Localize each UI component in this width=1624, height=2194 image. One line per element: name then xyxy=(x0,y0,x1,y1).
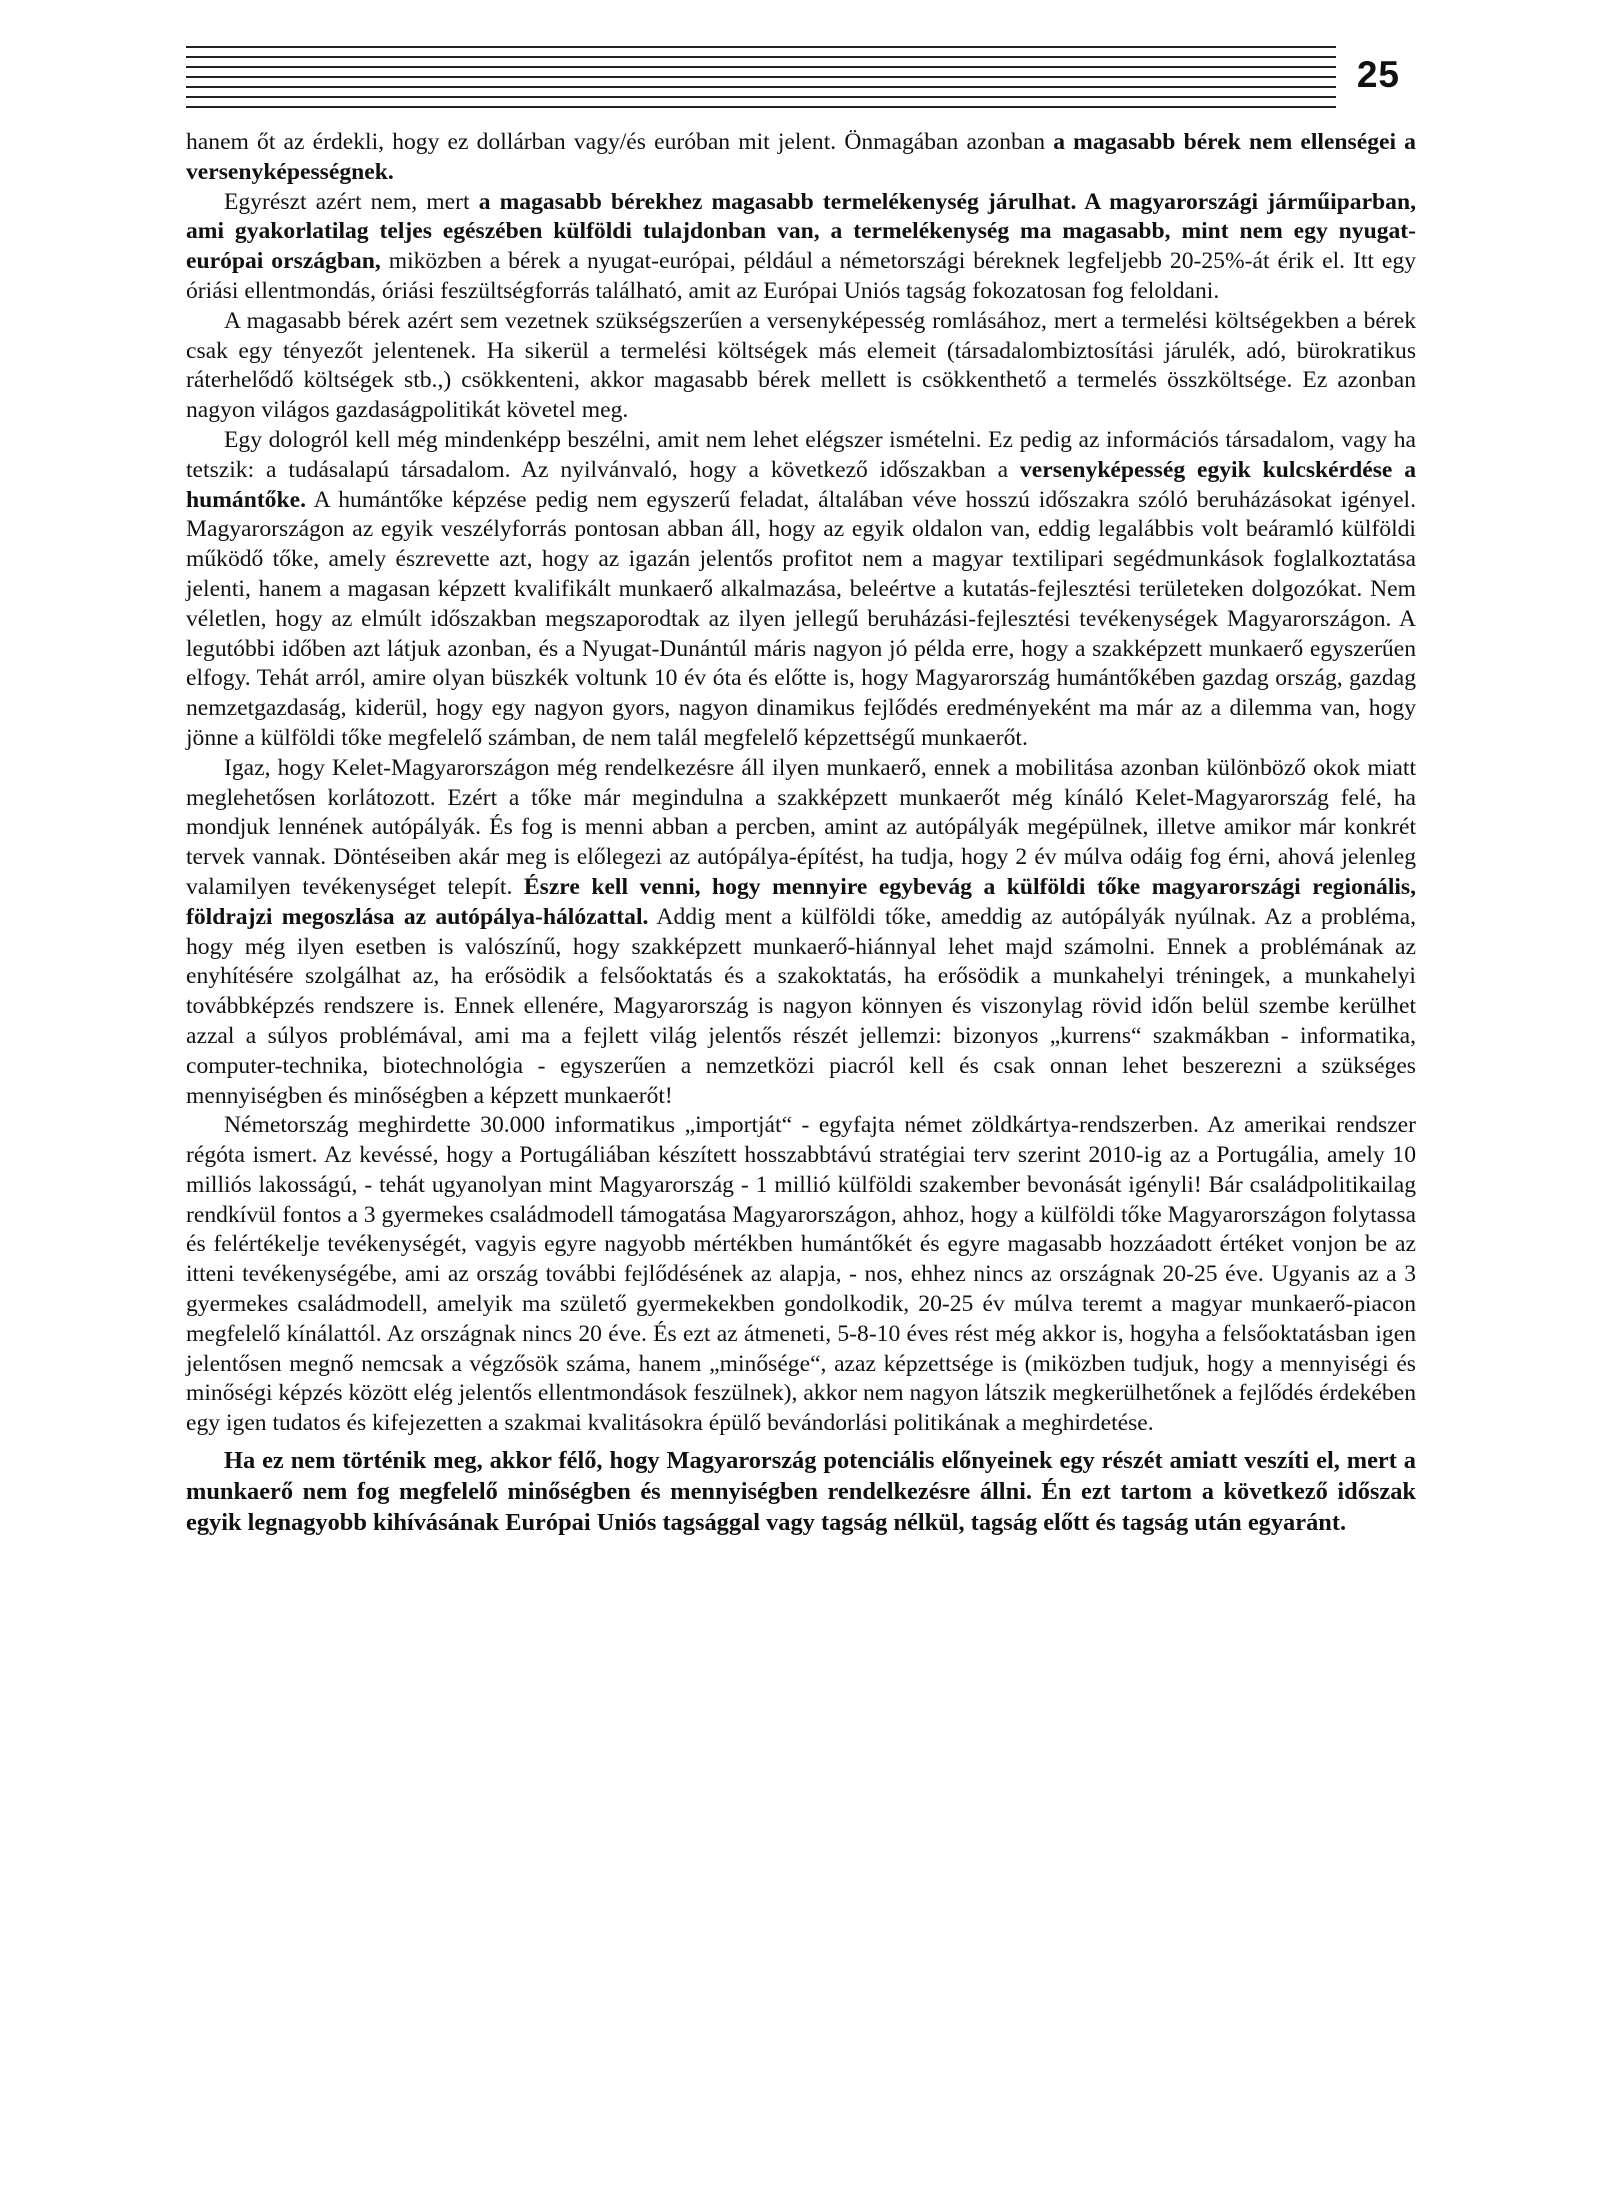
paragraph xyxy=(186,1111,1416,1439)
paragraph xyxy=(186,188,1416,307)
bold-text-run: versenyképesség egyik kulcskérdése a humántőke. xyxy=(186,456,1416,513)
paragraph xyxy=(186,426,1416,754)
text-run: Igaz, hogy Kelet-Magyarországon még rendelkezésre áll ilyen munkaerő, ennek a mobilitása azonban különböző okok miatt meglehetősen korlátozott. Ezért a tőke már megindulna a szakképzett munkaerőt még kínáló Kelet-Magyarország felé, ha mondjuk lennének autópályák. És fog is menni abban a percben, amint az autópályák megépülnek, illetve amikor már konkrét tervek vannak. Döntéseiben akár meg is előlegezi az autópálya-építést, ha tudja, hogy 2 év múlva odáig fog érni, ahová jelenleg valamilyen tevékenységet telepít. xyxy=(186,754,1416,900)
page-number: 25 xyxy=(1353,54,1404,96)
article-body xyxy=(186,128,1416,1538)
header-rule xyxy=(186,106,1336,108)
header-rule xyxy=(186,76,1336,78)
text-run: A magasabb bérek azért sem vezetnek szükségszerűen a versenyképesség romlásához, mert a termelési költségekben a bérek csak egy tényezőt jelentenek. Ha sikerül a termelési költségek más elemeit (társadalombiztosítási járulék, adó, bürokratikus ráterhelődő költségek stb.,) csökkenteni, akkor magasabb bérek mellett is csökkenthető a termelés összköltsége. Ez azonban nagyon világos gazdaságpolitikát követel meg. xyxy=(186,307,1416,424)
paragraph xyxy=(186,1445,1416,1538)
text-run: miközben a bérek a nyugat-európai, például a németországi béreknek legfeljebb 20-25%-át érik el. Itt egy óriási ellentmondás, óriási feszültségforrás található, amit az Európai Uniós tagság fokozatosan fog feloldani. xyxy=(186,248,1416,304)
paragraph xyxy=(186,128,1416,188)
page-header xyxy=(186,44,1416,110)
text-run: hanem őt az érdekli, hogy ez dollárban vagy/és euróban mit jelent. Önmagában azonban xyxy=(186,129,1054,155)
text-run: Németország meghirdette 30.000 informatikus „importját“ - egyfajta német zöldkártya-rendszerben. Az amerikai rendszer régóta ismert. Az kevéssé, hogy a Portugáliában készített hosszabbtávú stratégiai terv szerint 2010-ig az a Portugália, amely 10 milliós lakosságú, - tehát ugyanolyan mint Magyarország - 1 millió külföldi szakember bevonását igényli! Bár családpolitikailag rendkívül fontos a 3 gyermekes családmodell támogatása Magyarországon, ahhoz, hogy a külföldi tőke Magyarországon folytassa és felértékelje tevékenységét, vagyis egyre nagyobb mértékben humántőkét és egyre magasabb hozzáadott értéket vonjon be az itteni tevékenységébe, ami az ország további fejlődésének az alapja, - nos, ehhez nincs az országnak 20-25 éve. Ugyanis az a 3 gyermekes családmodell, amelyik ma születő gyermekekben gondolkodik, 20-25 év múlva teremt a magyar munkaerő-piacon megfelelő kínálattól. Az országnak nincs 20 éve. És ezt az átmeneti, 5-8-10 éves rést még akkor is, hogyha a felsőoktatásban igen jelentősen megnő nemcsak a végzősök száma, hanem „minősége“, azaz képzettsége is (miközben tudjuk, hogy a mennyiségi és minőségi képzés között elég jelentős ellentmondások feszülnek), akkor nem nagyon látszik megkerülhetőnek a fejlődés érdekében egy igen tudatos és kifejezetten a szakmai kvalitásokra épülő bevándorlási politikának a meghirdetése. xyxy=(186,1112,1416,1437)
bold-text-run: a magasabb bérek nem ellenségei a versenyképességnek. xyxy=(186,129,1416,185)
text-run: A humántőke képzése pedig nem egyszerű feladat, általában véve hosszú időszakra szóló beruházásokat igényel. Magyarországon az egyik veszélyforrás pontosan abban áll, hogy az egyik oldalon van, eddig legalábbis volt beáramló külföldi működő tőke, amely észrevette azt, hogy az igazán jelentős profitot nem a magyar textilipari segédmunkások foglalkoztatása jelenti, hanem a magasan képzett kvalifikált munkaerő alkalmazása, beleértve a kutatás-fejlesztési területeken dolgozókat. Nem véletlen, hogy az elmúlt időszakban megszaporodtak az ilyen jellegű beruházási-fejlesztési tevékenységek Magyarországon. A legutóbbi időben azt látjuk azonban, és a Nyugat-Dunántúl máris nagyon jó példa erre, hogy a szakképzett munkaerő egyszerűen elfogy. Tehát arról, amire olyan büszkék voltunk 10 év óta és előtte is, hogy Magyarország humántőkében gazdag ország, gazdag nemzetgazdaság, kiderül, hogy egy nagyon gyors, nagyon dinamikus fejlődés eredményeként ma már az a dilemma van, hogy jönne a külföldi tőke megfelelő számban, de nem talál megfelelő képzettségű munkaerőt. xyxy=(186,486,1416,751)
text-run: Addig ment a külföldi tőke, ameddig az autópályák nyúlnak. Az a probléma, hogy még ilyen esetben is valószínű, hogy szakképzett munkaerő-hiánnyal lehet majd számolni. Ennek a problémának az enyhítésére szolgálhat az, ha erősödik a felsőoktatás és a szakoktatás, ha erősödik a munkahelyi tréningek, a munkahelyi továbbképzés rendszere is. Ennek ellenére, Magyarország is nagyon könnyen és viszonylag rövid időn belül szembe kerülhet azzal a súlyos problémával, ami ma a fejlett világ jelentős részét jellemzi: bizonyos „kurrens“ szakmákban - informatika, computer-technika, biotechnológia - egyszerűen a nemzetközi piacról kell és csak onnan lehet beszerezni a szükséges mennyiségben és minőségben a képzett munkaerőt! xyxy=(186,903,1417,1109)
header-rule xyxy=(186,86,1336,88)
text-run: Egyrészt azért nem, mert xyxy=(224,188,479,215)
bold-text-run: Észre kell venni, hogy mennyire egybevág a külföldi tőke magyarországi regionális, földrajzi megoszlása az autópálya-hálózattal. xyxy=(186,873,1417,930)
header-rule xyxy=(186,56,1336,58)
bold-text-run: a magasabb bérekhez magasabb termelékenység járulhat. A magyarországi járműiparban, ami gyakorlatilag teljes egészében külföldi tulajdonban van, a termelékenység ma magasabb, mint nem egy nyugat-európai országban, xyxy=(186,188,1416,275)
bold-text-run: Ha ez nem történik meg, akkor félő, hogy Magyarország potenciális előnyeinek egy részét amiatt veszíti el, mert a munkaerő nem fog megfelelő minőségben és mennyiségben rendelkezésre állni. Én ezt tartom a következő időszak egyik legnagyobb kihívásának Európai Uniós tagsággal vagy tagság nélkül, tagság előtt és tagság után egyaránt. xyxy=(186,1447,1416,1537)
paragraph xyxy=(186,754,1416,1112)
header-rule xyxy=(186,66,1336,68)
paragraph xyxy=(186,307,1416,426)
header-rule xyxy=(186,96,1336,98)
header-rule xyxy=(186,46,1336,48)
text-run: Egy dologról kell még mindenképp beszélni, amit nem lehet elégszer ismételni. Ez pedig az információs társadalom, vagy ha tetszik: a tudásalapú társadalom. Az nyilvánvaló, hogy a következő időszakban a xyxy=(186,426,1416,483)
header-rules xyxy=(186,44,1336,110)
